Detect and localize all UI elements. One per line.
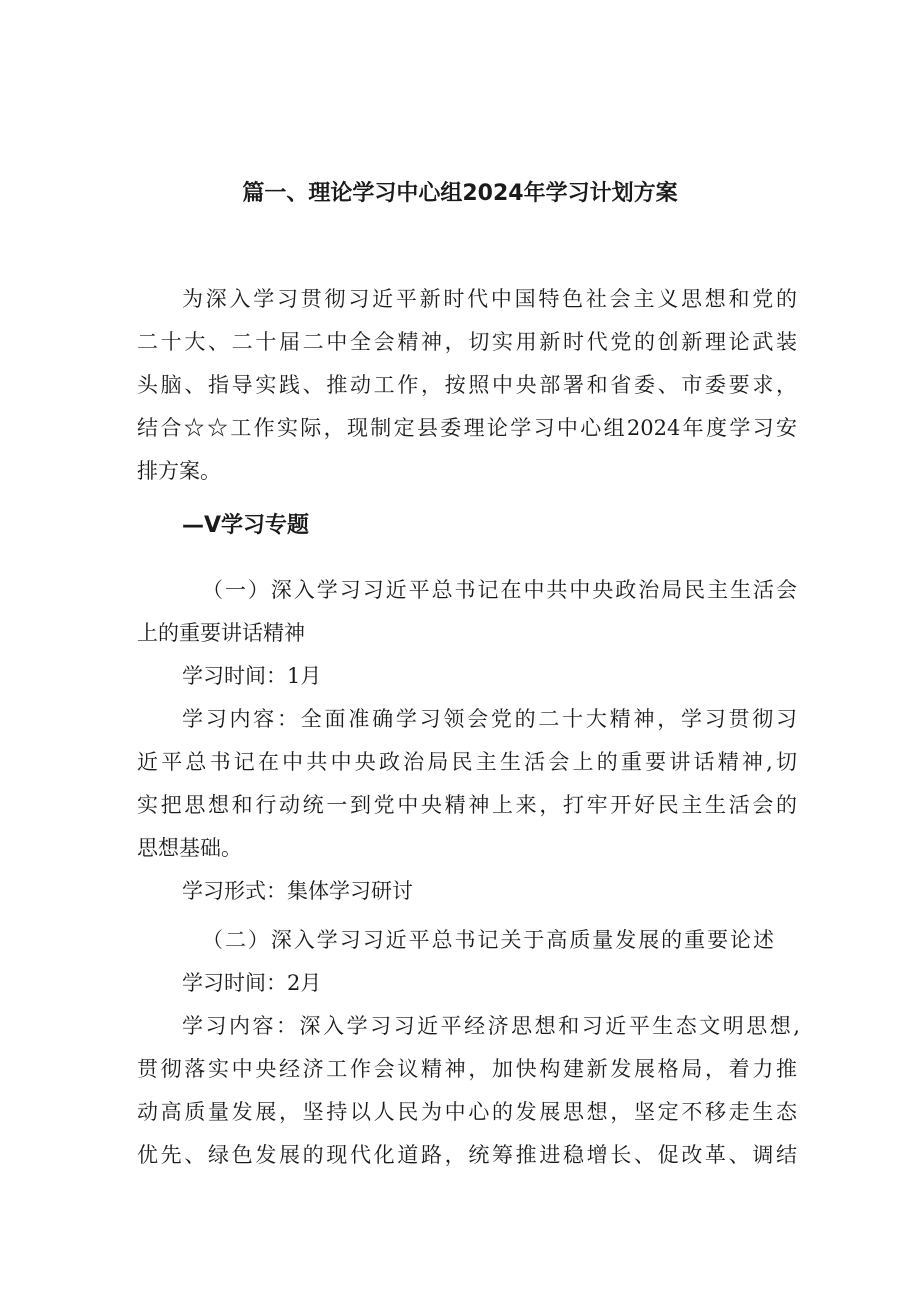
topic-time: 学习时间：2月 — [182, 971, 322, 995]
topic-content-line: 思想基础。 — [137, 836, 242, 860]
section-heading: —V学习专题 — [182, 513, 310, 538]
topic-form: 学习形式：集体学习研讨 — [182, 879, 413, 903]
topic-content-line: 贯彻落实中央经济工作会议精神，加快构建新发展格局，着力推 — [137, 1057, 797, 1081]
topic-content-line: 动高质量发展，坚持以人民为中心的发展思想，坚定不移走生态 — [137, 1100, 797, 1124]
intro-line: 结合☆☆工作实际，现制定县委理论学习中心组2024年度学习安 — [137, 416, 797, 440]
topic-content-line: 优先、绿色发展的现代化道路，统筹推进稳增长、促改革、调结 — [137, 1143, 797, 1167]
topic-title-line: （二）深入学习习近平总书记关于高质量发展的重要论述 — [202, 928, 774, 952]
topic-content-line: 学习内容：全面准确学习领会党的二十大精神，学习贯彻习 — [182, 707, 797, 731]
intro-line: 头脑、指导实践、推动工作，按照中央部署和省委、市委要求， — [137, 373, 797, 397]
topic-content-line: 近平总书记在中共中央政治局民主生活会上的重要讲话精神,切 — [137, 750, 797, 774]
topic-content-line: 实把思想和行动统一到党中央精神上来，打牢开好民主生活会的 — [137, 793, 797, 817]
intro-line: 二十大、二十届二中全会精神，切实用新时代党的创新理论武装 — [137, 330, 797, 354]
document-title: 篇一、理论学习中心组2024年学习计划方案 — [242, 181, 678, 206]
intro-line: 排方案。 — [137, 459, 221, 483]
topic-time: 学习时间：1月 — [182, 664, 322, 688]
intro-line: 为深入学习贯彻习近平新时代中国特色社会主义思想和党的 — [182, 287, 797, 311]
topic-content-line: 学习内容：深入学习习近平经济思想和习近平生态文明思想, — [182, 1014, 800, 1038]
topic-title-line: 上的重要讲话精神 — [137, 621, 305, 645]
topic-title-line: （一）深入学习习近平总书记在中共中央政治局民主生活会 — [202, 578, 797, 602]
